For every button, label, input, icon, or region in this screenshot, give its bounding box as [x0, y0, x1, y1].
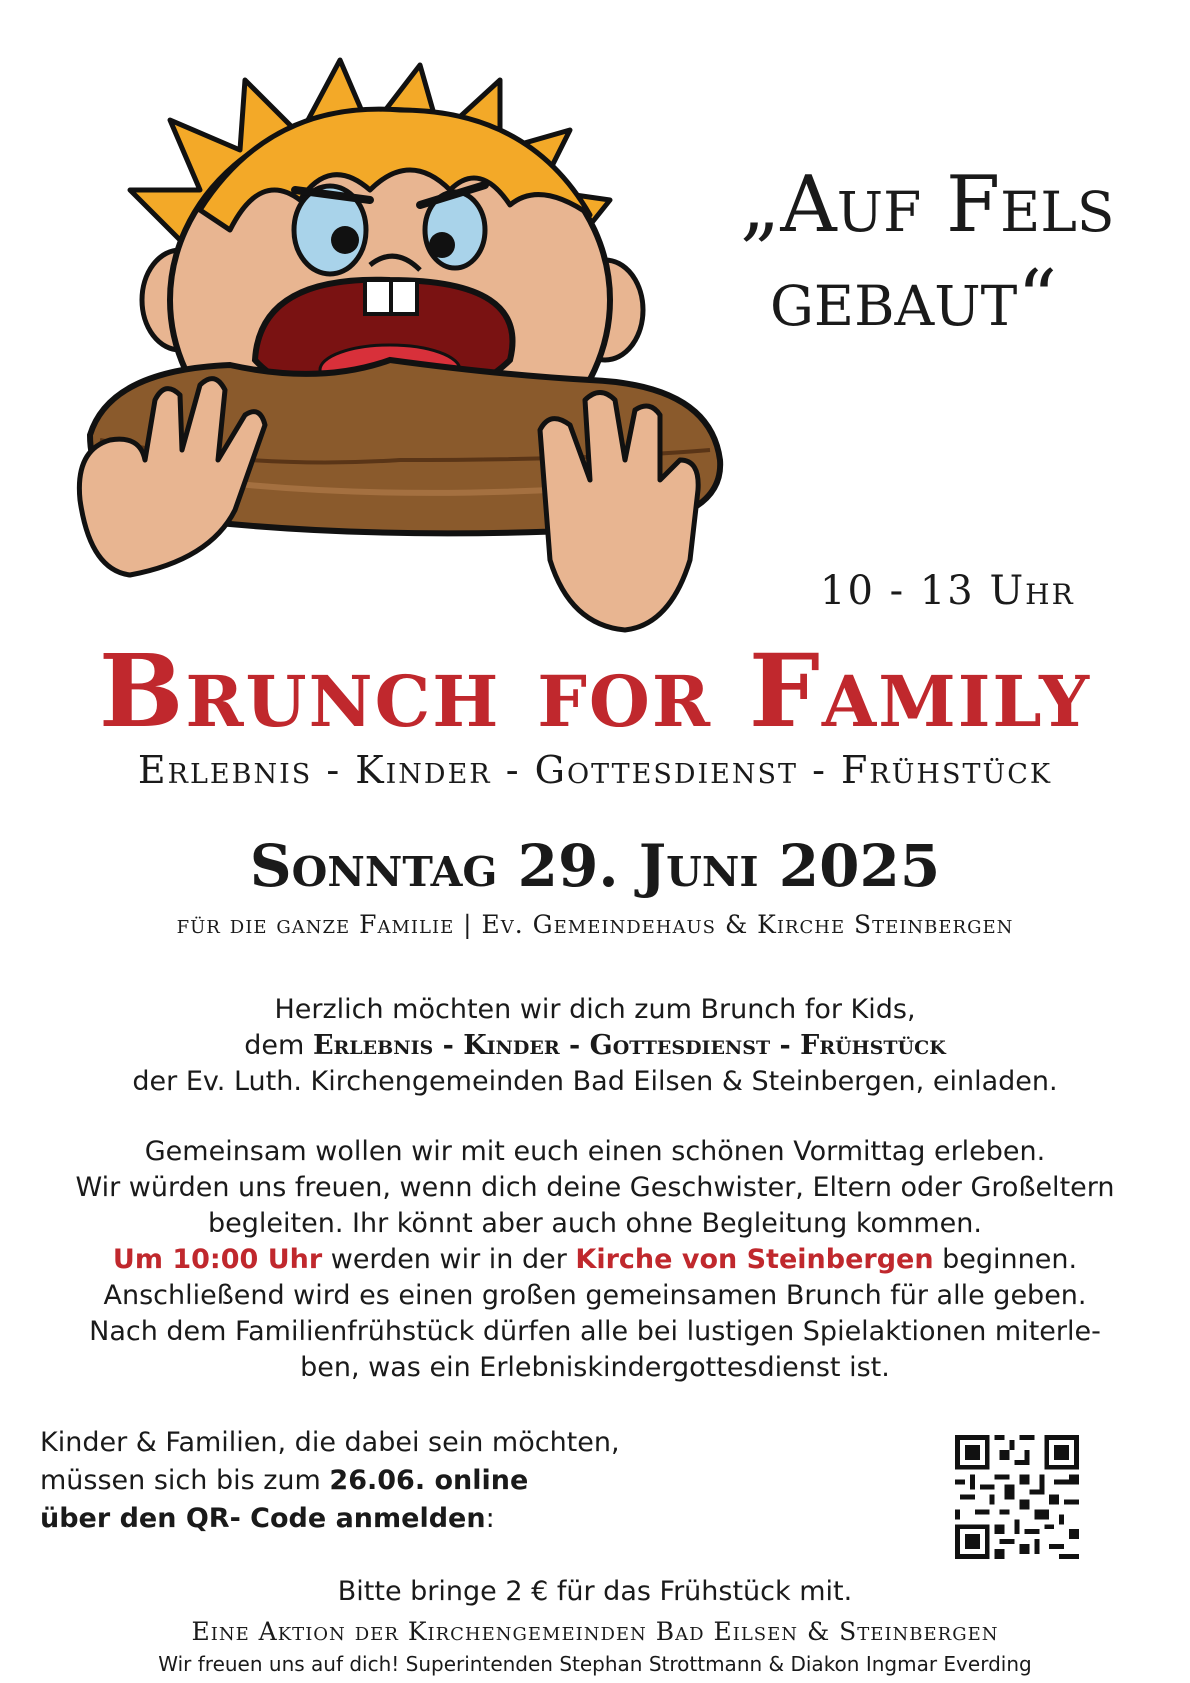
- boy-biting-bread-illustration: [70, 40, 790, 650]
- page-title: Brunch for Family: [98, 632, 1092, 750]
- intro-line2-bold: Erlebnis - Kinder - Gottesdienst - Frühstück: [312, 1030, 946, 1061]
- body-line4-mid: werden wir in der: [322, 1244, 576, 1275]
- intro-line2-prefix: dem: [244, 1030, 313, 1061]
- intro-paragraph: [40, 992, 1150, 1100]
- motto-line2: gebaut“: [770, 254, 1058, 344]
- intro-line2: [40, 1028, 1150, 1064]
- subtitle: Erlebnis - Kinder - Gottesdienst - Frühstück: [137, 748, 1053, 792]
- event-time: 10 - 13 Uhr: [820, 568, 1075, 614]
- registration-line1: Kinder & Familien, die dabei sein möchten,: [40, 1427, 620, 1458]
- motto-line1: „Auf Fels: [740, 160, 1115, 250]
- body-paragraph: [40, 1134, 1150, 1386]
- body-line4-end: beginnen.: [933, 1244, 1078, 1275]
- start-time-highlight: Um 10:00 Uhr: [112, 1244, 323, 1275]
- registration-line3-end: :: [485, 1503, 495, 1534]
- body-line2: Wir würden uns freuen, wenn dich deine Geschwister, Eltern oder Großeltern: [75, 1172, 1115, 1203]
- body-line4: [40, 1242, 1150, 1278]
- registration-line2: [40, 1462, 760, 1500]
- qr-code-icon[interactable]: [955, 1435, 1079, 1559]
- body-line6: Nach dem Familienfrühstück dürfen alle bei lustigen Spielaktionen miterle-: [89, 1316, 1101, 1347]
- registration-line2-prefix: müssen sich bis zum: [40, 1465, 330, 1496]
- organizer-line: Eine Aktion der Kirchengemeinden Bad Eilsen & Steinbergen: [191, 1617, 999, 1646]
- bring-note: Bitte bringe 2 € für das Frühstück mit.: [337, 1576, 853, 1607]
- intro-line3: der Ev. Luth. Kirchengemeinden Bad Eilsen & Steinbergen, einladen.: [132, 1066, 1058, 1097]
- event-venue: für die ganze Familie | Ev. Gemeindehaus & Kirche Steinbergen: [176, 910, 1014, 939]
- body-line3: begleiten. Ihr könnt aber auch ohne Begleitung kommen.: [208, 1208, 982, 1239]
- registration-line3: [40, 1500, 760, 1538]
- motto-heading: [740, 158, 1140, 346]
- church-highlight: Kirche von Steinbergen: [575, 1244, 934, 1275]
- body-line1: Gemeinsam wollen wir mit euch einen schönen Vormittag erleben.: [144, 1136, 1046, 1167]
- registration-deadline: 26.06. online: [329, 1465, 529, 1496]
- body-line5: Anschließend wird es einen großen gemeinsamen Brunch für alle geben.: [103, 1280, 1087, 1311]
- signature-line: Wir freuen uns auf dich! Superintenden Stephan Strottmann & Diakon Ingmar Everding: [158, 1652, 1032, 1676]
- event-date: Sonntag 29. Juni 2025: [249, 832, 941, 900]
- intro-line1: Herzlich möchten wir dich zum Brunch for Kids,: [274, 994, 916, 1025]
- registration-note: [40, 1424, 760, 1538]
- registration-qr-hint: über den QR- Code anmelden: [40, 1503, 486, 1534]
- body-line7: ben, was ein Erlebniskindergottesdienst ist.: [300, 1352, 890, 1383]
